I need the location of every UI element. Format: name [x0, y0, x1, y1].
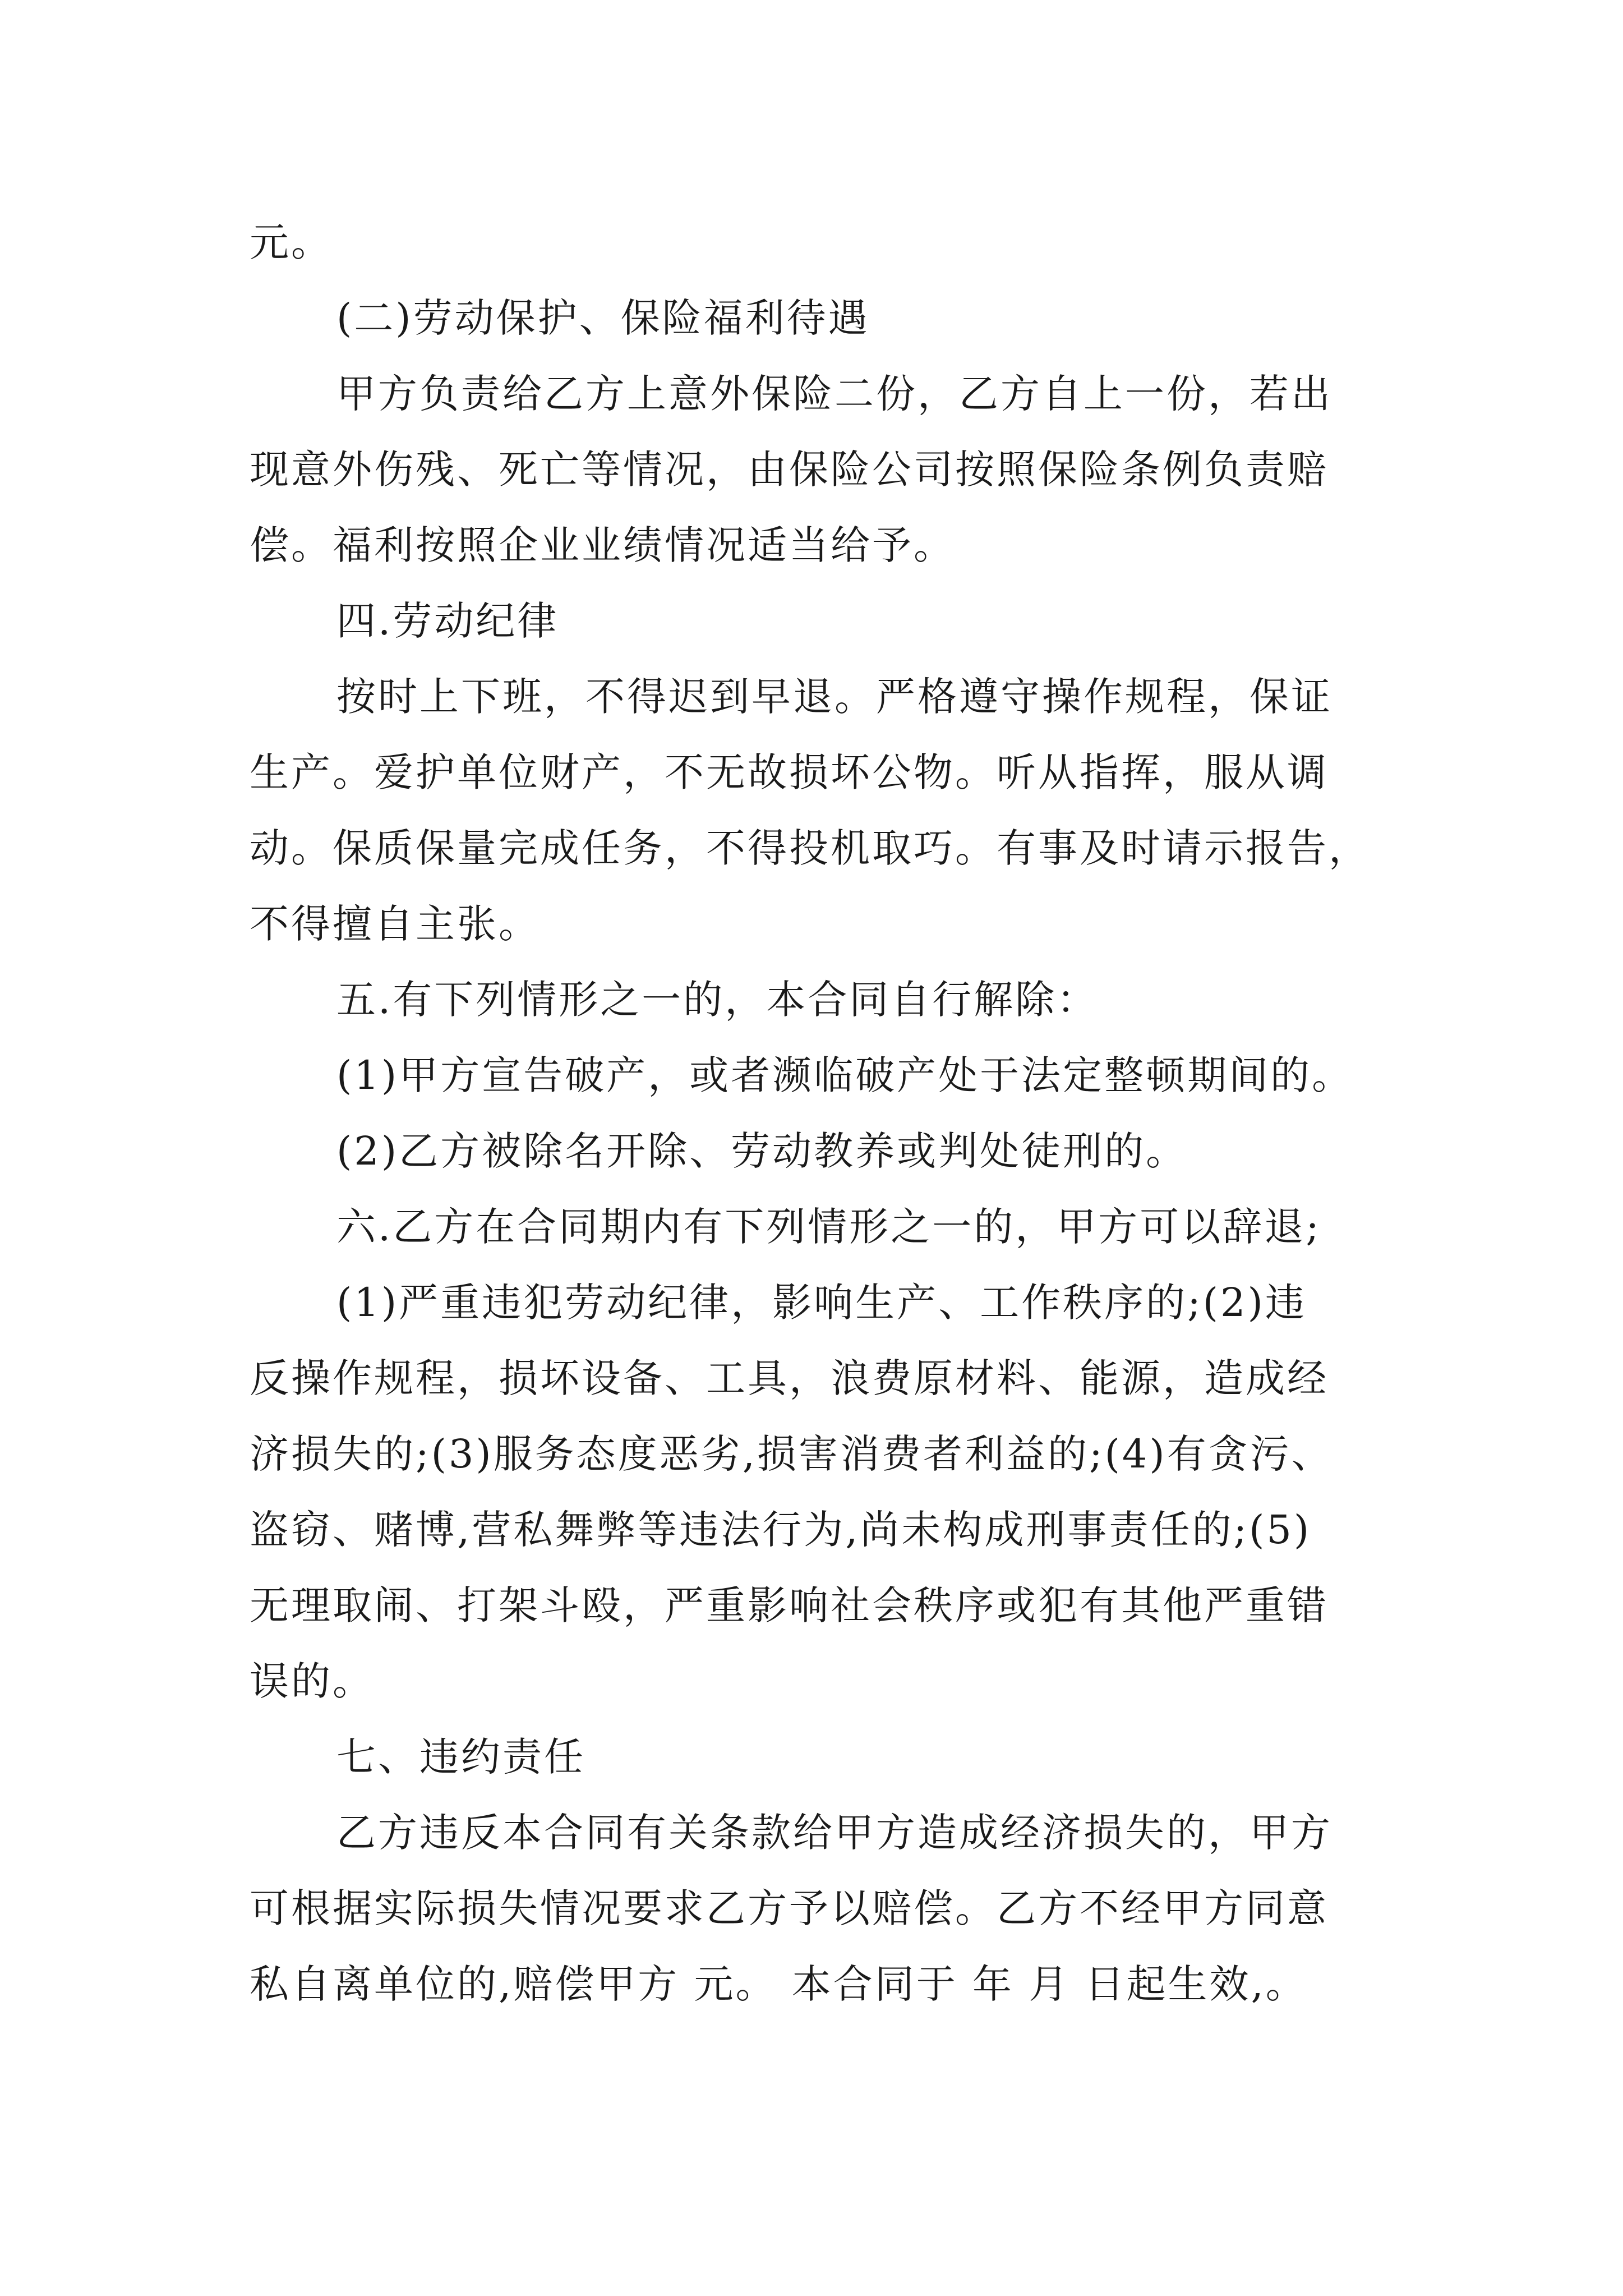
text-line: 济损失的;(3)服务态度恶劣,损害消费者利益的;(4)有贪污、 [250, 1431, 1333, 1477]
text-line: 误的。 [250, 1658, 374, 1704]
list-item: (2)乙方被除名开除、劳动教养或判处徒刑的。 [336, 1128, 1188, 1174]
text-line: 反操作规程，损坏设备、工具，浪费原材料、能源，造成经 [250, 1355, 1329, 1401]
text-line: 元。 [250, 219, 333, 265]
text-line: 不得擅自主张。 [250, 901, 540, 947]
section-heading: 五.有下列情形之一的，本合同自行解除： [336, 977, 1099, 1023]
section-heading: 七、违约责任 [336, 1734, 585, 1780]
list-item: (1)甲方宣告破产，或者濒临破产处于法定整顿期间的。 [336, 1052, 1354, 1098]
text-line: 偿。福利按照企业业绩情况适当给予。 [250, 522, 955, 568]
section-heading: (二)劳动保护、保险福利待遇 [336, 295, 870, 341]
text-line: 可根据实际损失情况要求乙方予以赔偿。乙方不经甲方同意 [250, 1885, 1329, 1931]
text-line: 私自离单位的,赔偿甲方 元。 本合同于 年 月 日起生效,。 [250, 1961, 1307, 2007]
section-heading: 六.乙方在合同期内有下列情形之一的，甲方可以辞退; [336, 1204, 1321, 1250]
section-heading: 四.劳动纪律 [336, 598, 559, 644]
text-line: 无理取闹、打架斗殴，严重影响社会秩序或犯有其他严重错 [250, 1582, 1329, 1628]
text-line: 甲方负责给乙方上意外保险二份，乙方自上一份，若出 [336, 371, 1332, 417]
text-line: 生产。爱护单位财产，不无故损坏公物。听从指挥，服从调 [250, 749, 1329, 795]
text-line: 按时上下班，不得迟到早退。严格遵守操作规程，保证 [336, 674, 1332, 720]
text-line: 现意外伤残、死亡等情况，由保险公司按照保险条例负责赔 [250, 447, 1329, 493]
text-line: 乙方违反本合同有关条款给甲方造成经济损失的，甲方 [336, 1810, 1332, 1856]
text-line: (1)严重违犯劳动纪律，影响生产、工作秩序的;(2)违 [336, 1280, 1307, 1326]
text-line: 动。保质保量完成任务，不得投机取巧。有事及时请示报告， [250, 825, 1370, 871]
text-line: 盗窃、赌博,营私舞弊等违法行为,尚未构成刑事责任的;(5) [250, 1507, 1312, 1553]
